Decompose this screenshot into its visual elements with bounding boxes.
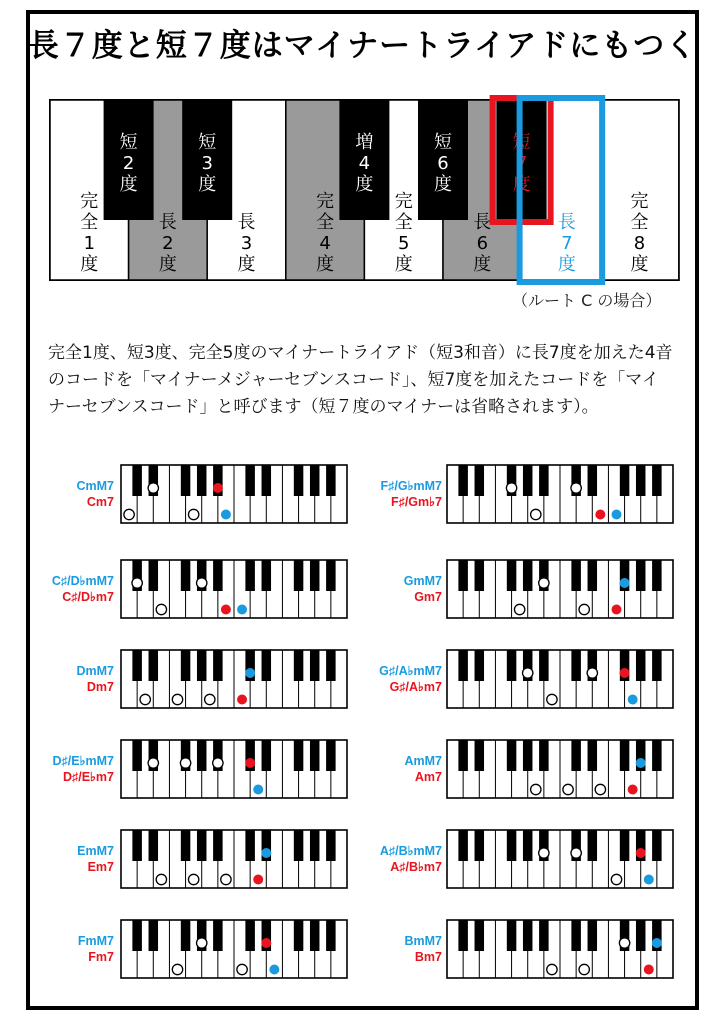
black-key [507,560,516,591]
major7-marker [644,875,654,885]
root-note-caption: （ルート C の場合） [512,291,662,310]
black-key [523,740,533,771]
chord-tone-marker [514,604,524,614]
black-key [523,465,533,496]
minor7-marker [628,785,638,795]
minor7-marker [213,483,223,493]
black-key [539,920,549,951]
black-key [588,740,598,771]
black-key [458,650,468,681]
black-key [181,650,191,681]
chord-name-m7: F♯/Gm♭7 [390,495,442,509]
black-key [523,920,533,951]
chord-name-mm7: CmM7 [76,479,114,493]
black-key [181,560,191,591]
white-key-label: 長 7 度 [557,212,576,275]
chord-tone-marker [180,758,190,768]
major7-marker [620,578,630,588]
chord-tone-marker [595,784,605,794]
chord-tone-marker [531,784,541,794]
black-key [539,740,549,771]
black-key [213,560,223,591]
black-key [652,740,662,771]
minor7-marker [595,510,605,520]
chord-name-mm7: BmM7 [404,934,442,948]
black-key [181,830,191,861]
description-line: 完全1度、短3度、完全5度のマイナートライアド（短3和音）に長7度を加えた4音 [48,343,673,363]
chord-tone-marker [579,604,589,614]
chord-tone-marker [539,848,549,858]
minor7-marker [237,695,247,705]
black-key [652,560,662,591]
chord-tone-marker [197,578,207,588]
black-key [262,650,272,681]
chord-tone-marker [132,578,142,588]
black-key [507,740,516,771]
chord-name-mm7: G♯/A♭mM7 [379,664,442,678]
black-key [326,920,336,951]
chord-tone-marker [237,964,247,974]
chord-tone-marker [148,758,158,768]
black-key [571,920,581,951]
black-key [588,830,598,861]
black-key [539,465,549,496]
chord-name-mm7: EmM7 [77,844,114,858]
black-key [636,560,646,591]
white-key-label: 長 3 度 [237,212,256,275]
black-key [326,560,336,591]
black-key [262,740,272,771]
minor7-marker [253,875,263,885]
chord-name-m7: Bm7 [414,950,442,964]
chord-tone-marker [140,694,150,704]
black-key [245,920,255,951]
major7-marker [636,758,646,768]
chord-name-mm7: A♯/B♭mM7 [379,844,442,858]
black-key [262,465,272,496]
black-key [132,465,142,496]
chord-tone-marker [148,483,158,493]
black-key [245,830,255,861]
chord-name-m7: G♯/A♭m7 [389,680,442,694]
black-key [310,740,320,771]
black-key [310,560,320,591]
black-key [458,740,468,771]
white-key-label: 完全 5 度 [394,191,413,275]
description-line: ナーセブンスコード」と呼びます（短７度のマイナーは省略されます）。 [48,397,599,417]
chord-name-m7: Am7 [414,770,442,784]
black-key [458,920,468,951]
black-key [475,650,485,681]
chord-name-mm7: DmM7 [76,664,114,678]
minor7-marker [644,965,654,975]
black-key [294,650,304,681]
chord-tone-marker [221,874,231,884]
black-key [620,465,630,496]
black-key [310,465,320,496]
major7-marker [628,695,638,705]
white-key-label: 長 6 度 [473,212,492,275]
chord-name-mm7: AmM7 [404,754,442,768]
black-key [149,920,159,951]
black-key-label: 短 7 度 [512,132,531,195]
chord-tone-marker [571,848,581,858]
black-key [181,465,191,496]
chord-tone-marker [205,694,215,704]
chord-tone-marker [523,668,533,678]
black-key [310,830,320,861]
black-key [458,560,468,591]
black-key [636,650,646,681]
black-key [539,650,549,681]
chord-name-m7: C♯/D♭m7 [62,590,114,604]
black-key [475,830,485,861]
major7-marker [652,938,662,948]
black-key [294,560,304,591]
major7-marker [245,668,255,678]
black-key [523,830,533,861]
black-key [652,465,662,496]
black-key [458,830,468,861]
chord-name-mm7: C♯/D♭mM7 [51,574,114,588]
black-key [588,465,598,496]
black-key [245,465,255,496]
chord-tone-marker [124,509,134,519]
black-key [571,650,581,681]
chord-tone-marker [539,578,549,588]
black-key [507,920,516,951]
black-key [636,465,646,496]
page-title: 長７度と短７度はマイナートライアドにもつく [27,28,698,64]
chord-name-m7: Gm7 [414,590,442,604]
black-key [326,740,336,771]
black-key [507,650,516,681]
chord-tone-marker [619,938,629,948]
description-line: のコードを「マイナーメジャーセブンスコード」、短7度を加えたコードを「マイ [48,370,659,390]
black-key [149,650,159,681]
chord-name-m7: Dm7 [86,680,114,694]
major7-marker [261,848,271,858]
black-key [475,560,485,591]
black-key [294,740,304,771]
white-key-label: 完全 1 度 [80,191,99,275]
black-key [213,650,223,681]
black-key [310,650,320,681]
black-key [620,740,630,771]
white-key-label: 完全 8 度 [630,191,649,275]
white-key-label: 長 2 度 [158,212,177,275]
chord-name-m7: Em7 [87,860,114,874]
black-key [197,465,207,496]
minor7-marker [612,605,622,615]
black-key-label: 増 4 度 [355,132,374,195]
black-key [588,920,598,951]
chord-tone-marker [579,964,589,974]
chord-tone-marker [172,964,182,974]
black-key [245,560,255,591]
major7-marker [221,510,231,520]
chord-name-m7: D♯/E♭m7 [62,770,114,784]
major7-marker [253,785,263,795]
minor7-marker [620,668,630,678]
black-key [197,740,207,771]
black-key [262,560,272,591]
minor7-marker [636,848,646,858]
chord-tone-marker [197,938,207,948]
black-key [294,465,304,496]
black-key [197,650,207,681]
chord-name-m7: Fm7 [88,950,114,964]
minor7-marker [245,758,255,768]
major7-marker [269,965,279,975]
black-key-label: 短 3 度 [198,132,217,195]
black-key [571,740,581,771]
black-key [326,650,336,681]
chord-tone-marker [188,874,198,884]
black-key [132,920,142,951]
major7-marker [612,510,622,520]
chord-tone-marker [547,964,557,974]
minor7-marker [221,605,231,615]
chord-name-mm7: D♯/E♭mM7 [52,754,114,768]
chord-tone-marker [563,784,573,794]
chord-name-m7: Cm7 [86,495,114,509]
chord-tone-marker [611,874,621,884]
black-key [507,830,516,861]
black-key [149,560,159,591]
black-key [571,560,581,591]
chord-tone-marker [188,509,198,519]
black-key [475,920,485,951]
minor7-marker [261,938,271,948]
black-key [588,560,598,591]
black-key [475,465,485,496]
black-key [326,465,336,496]
black-key [213,920,223,951]
black-key [310,920,320,951]
chord-tone-marker [571,483,581,493]
chord-tone-marker [547,694,557,704]
chord-tone-marker [172,694,182,704]
chord-name-m7: A♯/B♭m7 [390,860,442,874]
black-key [294,830,304,861]
black-key [458,465,468,496]
chord-tone-marker [587,668,597,678]
white-key-label: 完全 4 度 [316,191,335,275]
black-key [294,920,304,951]
black-key [652,650,662,681]
chord-name-mm7: GmM7 [403,574,442,588]
black-key [213,830,223,861]
black-key [652,830,662,861]
black-key [475,740,485,771]
chord-tone-marker [213,758,223,768]
black-key [620,830,630,861]
black-key [132,830,142,861]
black-key-label: 短 6 度 [434,132,452,195]
chord-tone-marker [156,874,166,884]
black-key [636,920,646,951]
chord-tone-marker [506,483,516,493]
black-key [149,830,159,861]
black-key-label: 短 2 度 [119,132,138,195]
chord-name-mm7: FmM7 [77,934,114,948]
chord-name-mm7: F♯/G♭mM7 [380,479,442,493]
major7-marker [237,605,247,615]
black-key [132,650,142,681]
black-key [523,560,533,591]
black-key [197,830,207,861]
chord-tone-marker [531,509,541,519]
black-key [132,740,142,771]
chord-tone-marker [156,604,166,614]
black-key [326,830,336,861]
black-key [181,920,191,951]
